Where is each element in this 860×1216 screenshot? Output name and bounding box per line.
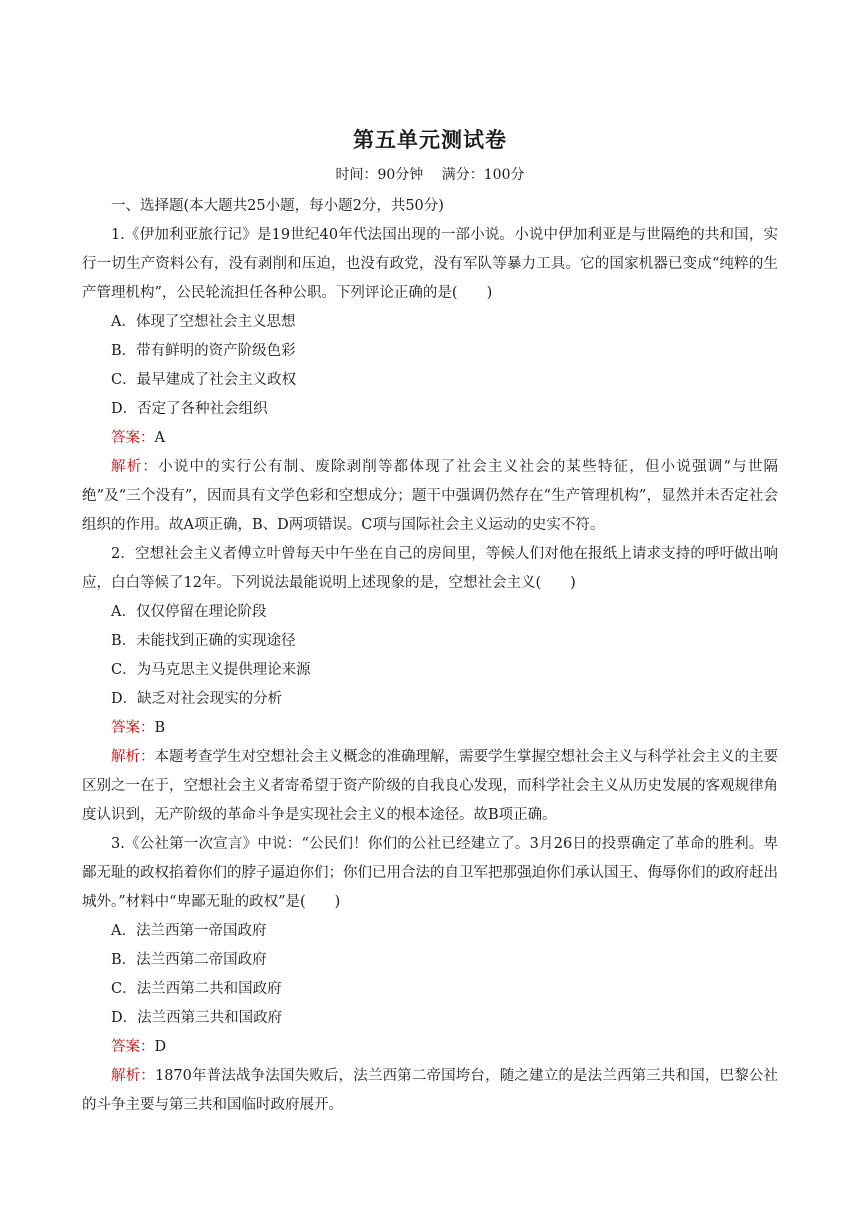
- answer-value: A: [154, 430, 165, 446]
- option-d: D．法兰西第三共和国政府: [111, 1010, 283, 1026]
- answer-label: 答案：: [111, 720, 155, 736]
- question-stem: 1.《伊加利亚旅行记》是19世纪40年代法国出现的一部小说。小说中伊加利亚是与世隔绝的共和国，实行一切生产资料公有，没有剥削和压迫，也没有政党，没有军队等暴力工具。它的国家机器已变成“纯粹的生产管理机构”，公民轮流担任各种公职。下列评论正确的是( ): [82, 227, 778, 301]
- exam-time: 时间：90分钟: [335, 167, 424, 183]
- exam-content: [82, 192, 778, 1120]
- analysis-text: 小说中的实行公有制、废除剥削等都体现了社会主义社会的某些特征，但小说强调“与世隔绝”及“三个没有”，因而具有文学色彩和空想成分；题干中强调仍然存在“生产管理机构”，显然并未否定社会组织的作用。故A项正确，B、D两项错误。C项与国际社会主义运动的史实不符。: [82, 459, 778, 533]
- option-b: B．法兰西第二帝国政府: [111, 952, 267, 968]
- option-d: D．缺乏对社会现实的分析: [111, 691, 283, 707]
- question-stem: 2．空想社会主义者傅立叶曾每天中午坐在自己的房间里，等候人们对他在报纸上请求支持的呼吁做出响应，白白等候了12年。下列说法最能说明上述现象的是，空想社会主义( ): [82, 546, 778, 591]
- analysis-label: 解析：: [111, 1068, 155, 1084]
- option-b: B．未能找到正确的实现途径: [111, 633, 296, 649]
- question-stem: 3.《公社第一次宣言》中说：“公民们！你们的公社已经建立了。3月26日的投票确定了革命的胜利。卑鄙无耻的政权掐着你们的脖子逼迫你们；你们已用合法的自卫军把那强迫你们承认国王、侮辱你们的政府赶出城外。”材料中“卑鄙无耻的政权”是( ): [82, 836, 778, 910]
- option-a: A．体现了空想社会主义思想: [111, 314, 296, 330]
- answer: [82, 424, 778, 453]
- analysis: [82, 743, 778, 830]
- option-a: A．法兰西第一帝国政府: [111, 923, 267, 939]
- exam-meta: [0, 164, 860, 184]
- answer: [82, 714, 778, 743]
- option-c: C．最早建成了社会主义政权: [111, 372, 297, 388]
- question-3: [82, 830, 778, 1120]
- analysis-label: 解析：: [111, 749, 155, 765]
- analysis-label: 解析：: [111, 459, 159, 475]
- analysis: [82, 1062, 778, 1120]
- option-d: D．否定了各种社会组织: [111, 401, 268, 417]
- answer-value: B: [154, 720, 166, 736]
- section-heading: 一、选择题(本大题共25小题，每小题2分，共50分): [111, 198, 444, 214]
- analysis: [82, 453, 778, 540]
- question-2: [82, 540, 778, 830]
- analysis-text: 1870年普法战争法国失败后，法兰西第二帝国垮台，随之建立的是法兰西第三共和国，巴黎公社的斗争主要与第三共和国临时政府展开。: [82, 1068, 779, 1113]
- option-c: C．法兰西第二共和国政府: [111, 981, 282, 997]
- answer-value: D: [154, 1039, 167, 1055]
- option-a: A．仅仅停留在理论阶段: [111, 604, 267, 620]
- answer-label: 答案：: [111, 430, 155, 446]
- analysis-text: 本题考查学生对空想社会主义概念的准确理解，需要学生掌握空想社会主义与科学社会主义的主要区别之一在于，空想社会主义者寄希望于资产阶级的自我良心发现，而科学社会主义从历史发展的客观规律角度认识到，无产阶级的革命斗争是实现社会主义的根本途径。故B项正确。: [82, 749, 778, 823]
- page-title: 第五单元测试卷: [353, 128, 507, 152]
- option-c: C．为马克思主义提供理论来源: [111, 662, 311, 678]
- exam-score: 满分：100分: [441, 167, 525, 183]
- answer: [82, 1033, 778, 1062]
- option-b: B．带有鲜明的资产阶级色彩: [111, 343, 296, 359]
- answer-label: 答案：: [111, 1039, 155, 1055]
- question-1: [82, 221, 778, 540]
